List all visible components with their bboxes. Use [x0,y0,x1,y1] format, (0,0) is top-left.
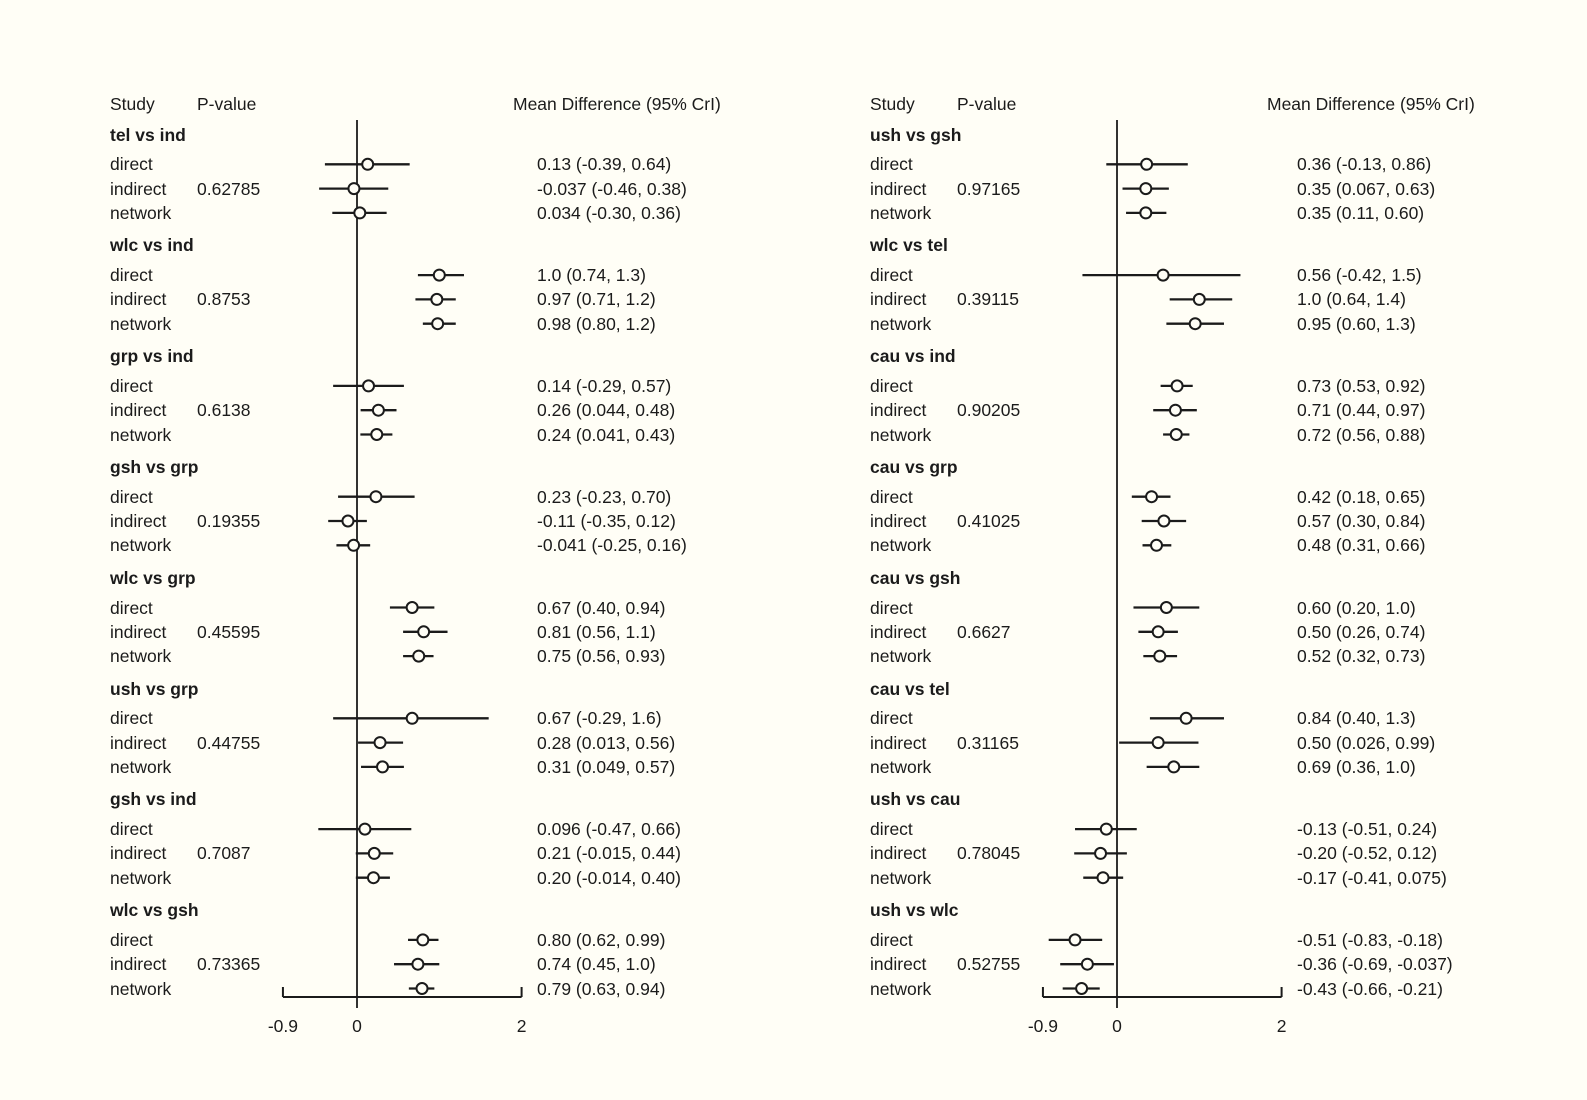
row-estimate: -0.51 (-0.83, -0.18) [1297,929,1443,950]
row-estimate: 0.80 (0.62, 0.99) [537,929,666,950]
row-estimate: 0.42 (0.18, 0.65) [1297,486,1426,507]
row-label: network [870,646,932,667]
mean-marker [1161,602,1172,613]
row-pvalue: 0.78045 [957,843,1021,864]
x-axis-tick-label: -0.9 [267,1016,298,1036]
mean-marker [1098,872,1109,883]
column-header-estimate: Mean Difference (95% CrI) [1267,94,1475,114]
row-estimate: 0.75 (0.56, 0.93) [537,646,666,667]
mean-marker [377,761,388,772]
row-estimate: 0.23 (-0.23, 0.70) [537,486,672,507]
group-title: ush vs wlc [870,900,959,921]
mean-marker [1140,183,1151,194]
row-estimate: -0.037 (-0.46, 0.38) [537,178,687,199]
mean-marker [412,959,423,970]
row-label: network [110,867,172,888]
row-estimate: 0.74 (0.45, 1.0) [537,954,656,975]
mean-marker [413,651,424,662]
mean-marker [354,207,365,218]
row-estimate: -0.11 (-0.35, 0.12) [537,511,676,531]
mean-marker [371,429,382,440]
row-estimate: 0.13 (-0.39, 0.64) [537,154,672,175]
row-pvalue: 0.41025 [957,511,1021,531]
group-title: ush vs grp [110,678,199,699]
mean-marker [1076,983,1087,994]
row-label: network [110,646,172,667]
mean-marker [363,380,374,391]
row-label: indirect [110,843,167,864]
row-label: direct [870,929,913,950]
mean-marker [359,824,370,835]
row-pvalue: 0.6627 [957,621,1011,642]
mean-marker [1194,294,1205,305]
group-title: cau vs ind [870,346,956,367]
row-estimate: 0.034 (-0.30, 0.36) [537,202,681,223]
row-estimate: 0.79 (0.63, 0.94) [537,978,666,999]
column-header-study: Study [110,94,155,114]
row-estimate: 1.0 (0.74, 1.3) [537,265,646,286]
group-title: cau vs gsh [870,567,961,588]
row-label: direct [110,154,153,175]
mean-marker [1190,318,1201,329]
row-label: direct [870,486,913,507]
row-pvalue: 0.31165 [957,732,1019,753]
row-label: direct [110,265,153,286]
row-label: direct [110,486,153,507]
row-estimate: 0.28 (0.013, 0.56) [537,732,676,753]
row-label: indirect [110,511,167,531]
row-pvalue: 0.62785 [197,178,261,199]
row-estimate: 0.73 (0.53, 0.92) [1297,375,1426,396]
row-pvalue: 0.52755 [957,954,1021,975]
row-label: direct [870,819,913,840]
row-estimate: -0.041 (-0.25, 0.16) [537,535,687,556]
row-pvalue: 0.7087 [197,843,251,864]
row-label: network [870,313,932,334]
mean-marker [373,405,384,416]
row-label: network [870,202,932,223]
x-axis-tick-label: 0 [352,1016,362,1036]
row-label: network [870,867,932,888]
row-estimate: 0.67 (0.40, 0.94) [537,597,666,618]
row-estimate: 0.20 (-0.014, 0.40) [537,867,681,888]
mean-marker [1170,405,1181,416]
row-estimate: 0.84 (0.40, 1.3) [1297,708,1416,729]
mean-marker [1158,270,1169,281]
row-estimate: -0.20 (-0.52, 0.12) [1297,843,1438,864]
row-label: direct [110,819,153,840]
group-title: gsh vs ind [110,789,197,810]
row-estimate: 0.14 (-0.29, 0.57) [537,375,672,396]
row-label: indirect [870,954,927,975]
row-pvalue: 0.97165 [957,178,1021,199]
row-estimate: 0.72 (0.56, 0.88) [1297,424,1426,445]
row-estimate: 1.0 (0.64, 1.4) [1297,289,1406,310]
row-pvalue: 0.39115 [957,289,1019,310]
row-label: direct [110,597,153,618]
mean-marker [362,159,373,170]
mean-marker [1101,824,1112,835]
row-estimate: 0.60 (0.20, 1.0) [1297,597,1416,618]
x-axis-tick-label: 2 [516,1016,527,1036]
group-title: cau vs tel [870,678,950,699]
row-estimate: 0.36 (-0.13, 0.86) [1297,154,1432,175]
row-estimate: -0.43 (-0.66, -0.21) [1297,978,1443,999]
row-label: indirect [110,178,167,199]
mean-marker [342,516,353,527]
mean-marker [1153,737,1164,748]
mean-marker [1141,159,1152,170]
row-estimate: 0.50 (0.026, 0.99) [1297,732,1436,753]
row-pvalue: 0.73365 [197,954,261,975]
row-label: indirect [110,954,167,975]
row-estimate: 0.97 (0.71, 1.2) [537,289,656,310]
row-label: indirect [870,732,927,753]
row-estimate: -0.36 (-0.69, -0.037) [1297,954,1453,975]
mean-marker [1153,626,1164,637]
row-label: direct [870,265,913,286]
row-label: indirect [110,732,167,753]
row-estimate: 0.50 (0.26, 0.74) [1297,621,1426,642]
mean-marker [368,872,379,883]
row-label: indirect [110,621,167,642]
row-label: direct [110,375,153,396]
mean-marker [1154,651,1165,662]
mean-marker [1181,713,1192,724]
row-pvalue: 0.19355 [197,511,261,531]
mean-marker [1095,848,1106,859]
group-title: wlc vs tel [870,235,948,256]
row-estimate: 0.52 (0.32, 0.73) [1297,646,1426,667]
group-title: ush vs gsh [870,124,962,145]
mean-marker [348,540,359,551]
mean-marker [1172,380,1183,391]
mean-marker [1140,207,1151,218]
x-axis-tick-label: 2 [1276,1016,1287,1036]
row-label: network [110,535,172,556]
row-label: direct [870,154,913,175]
column-header-study: Study [870,94,915,114]
group-title: ush vs cau [870,789,961,810]
mean-marker [1151,540,1162,551]
mean-marker [417,983,428,994]
row-label: network [870,756,932,777]
row-label: indirect [870,178,927,199]
group-title: grp vs ind [110,346,194,367]
mean-marker [369,848,380,859]
row-estimate: 0.67 (-0.29, 1.6) [537,708,662,729]
group-title: wlc vs gsh [110,900,199,921]
row-label: network [110,756,172,777]
row-label: network [110,202,172,223]
row-label: network [870,535,932,556]
group-title: wlc vs ind [110,235,194,256]
row-estimate: 0.48 (0.31, 0.66) [1297,535,1426,556]
row-label: direct [870,597,913,618]
row-estimate: 0.35 (0.11, 0.60) [1297,202,1425,223]
row-estimate: -0.13 (-0.51, 0.24) [1297,819,1438,840]
x-axis-tick-label: 0 [1112,1016,1122,1036]
row-estimate: 0.35 (0.067, 0.63) [1297,178,1436,199]
mean-marker [432,318,443,329]
row-label: network [110,424,172,445]
row-label: network [110,978,172,999]
mean-marker [1168,761,1179,772]
row-label: indirect [870,843,927,864]
mean-marker [1070,934,1081,945]
group-title: wlc vs grp [110,567,196,588]
mean-marker [431,294,442,305]
column-header-pvalue: P-value [197,94,257,114]
row-pvalue: 0.44755 [197,732,261,753]
mean-marker [407,602,418,613]
mean-marker [375,737,386,748]
row-estimate: 0.98 (0.80, 1.2) [537,313,656,334]
row-estimate: 0.71 (0.44, 0.97) [1297,400,1426,421]
row-estimate: 0.096 (-0.47, 0.66) [537,819,681,840]
row-estimate: -0.17 (-0.41, 0.075) [1297,867,1447,888]
mean-marker [407,713,418,724]
mean-marker [418,626,429,637]
mean-marker [434,270,445,281]
group-title: cau vs grp [870,456,958,477]
row-label: direct [110,708,153,729]
row-pvalue: 0.45595 [197,621,261,642]
column-header-estimate: Mean Difference (95% CrI) [513,94,721,114]
row-label: indirect [870,621,927,642]
row-pvalue: 0.90205 [957,400,1021,421]
row-estimate: 0.81 (0.56, 1.1) [537,621,656,642]
row-label: direct [870,708,913,729]
mean-marker [1171,429,1182,440]
mean-marker [1082,959,1093,970]
row-label: indirect [870,289,927,310]
row-estimate: 0.26 (0.044, 0.48) [537,400,676,421]
row-pvalue: 0.8753 [197,289,251,310]
row-label: indirect [870,400,927,421]
row-estimate: 0.24 (0.041, 0.43) [537,424,676,445]
mean-marker [1146,491,1157,502]
group-title: gsh vs grp [110,456,199,477]
row-label: network [870,424,932,445]
row-label: indirect [110,400,167,421]
row-estimate: 0.31 (0.049, 0.57) [537,756,676,777]
column-header-pvalue: P-value [957,94,1017,114]
row-estimate: 0.69 (0.36, 1.0) [1297,756,1416,777]
row-label: network [110,313,172,334]
group-title: tel vs ind [110,124,186,145]
x-axis-tick-label: -0.9 [1027,1016,1058,1036]
row-label: indirect [870,511,927,531]
row-label: indirect [110,289,167,310]
mean-marker [417,934,428,945]
mean-marker [1158,516,1169,527]
row-pvalue: 0.6138 [197,400,251,421]
row-estimate: 0.57 (0.30, 0.84) [1297,511,1426,531]
row-label: direct [110,929,153,950]
mean-marker [348,183,359,194]
row-estimate: 0.21 (-0.015, 0.44) [537,843,681,864]
row-estimate: 0.95 (0.60, 1.3) [1297,313,1416,334]
row-label: direct [870,375,913,396]
mean-marker [370,491,381,502]
row-label: network [870,978,932,999]
row-estimate: 0.56 (-0.42, 1.5) [1297,265,1422,286]
